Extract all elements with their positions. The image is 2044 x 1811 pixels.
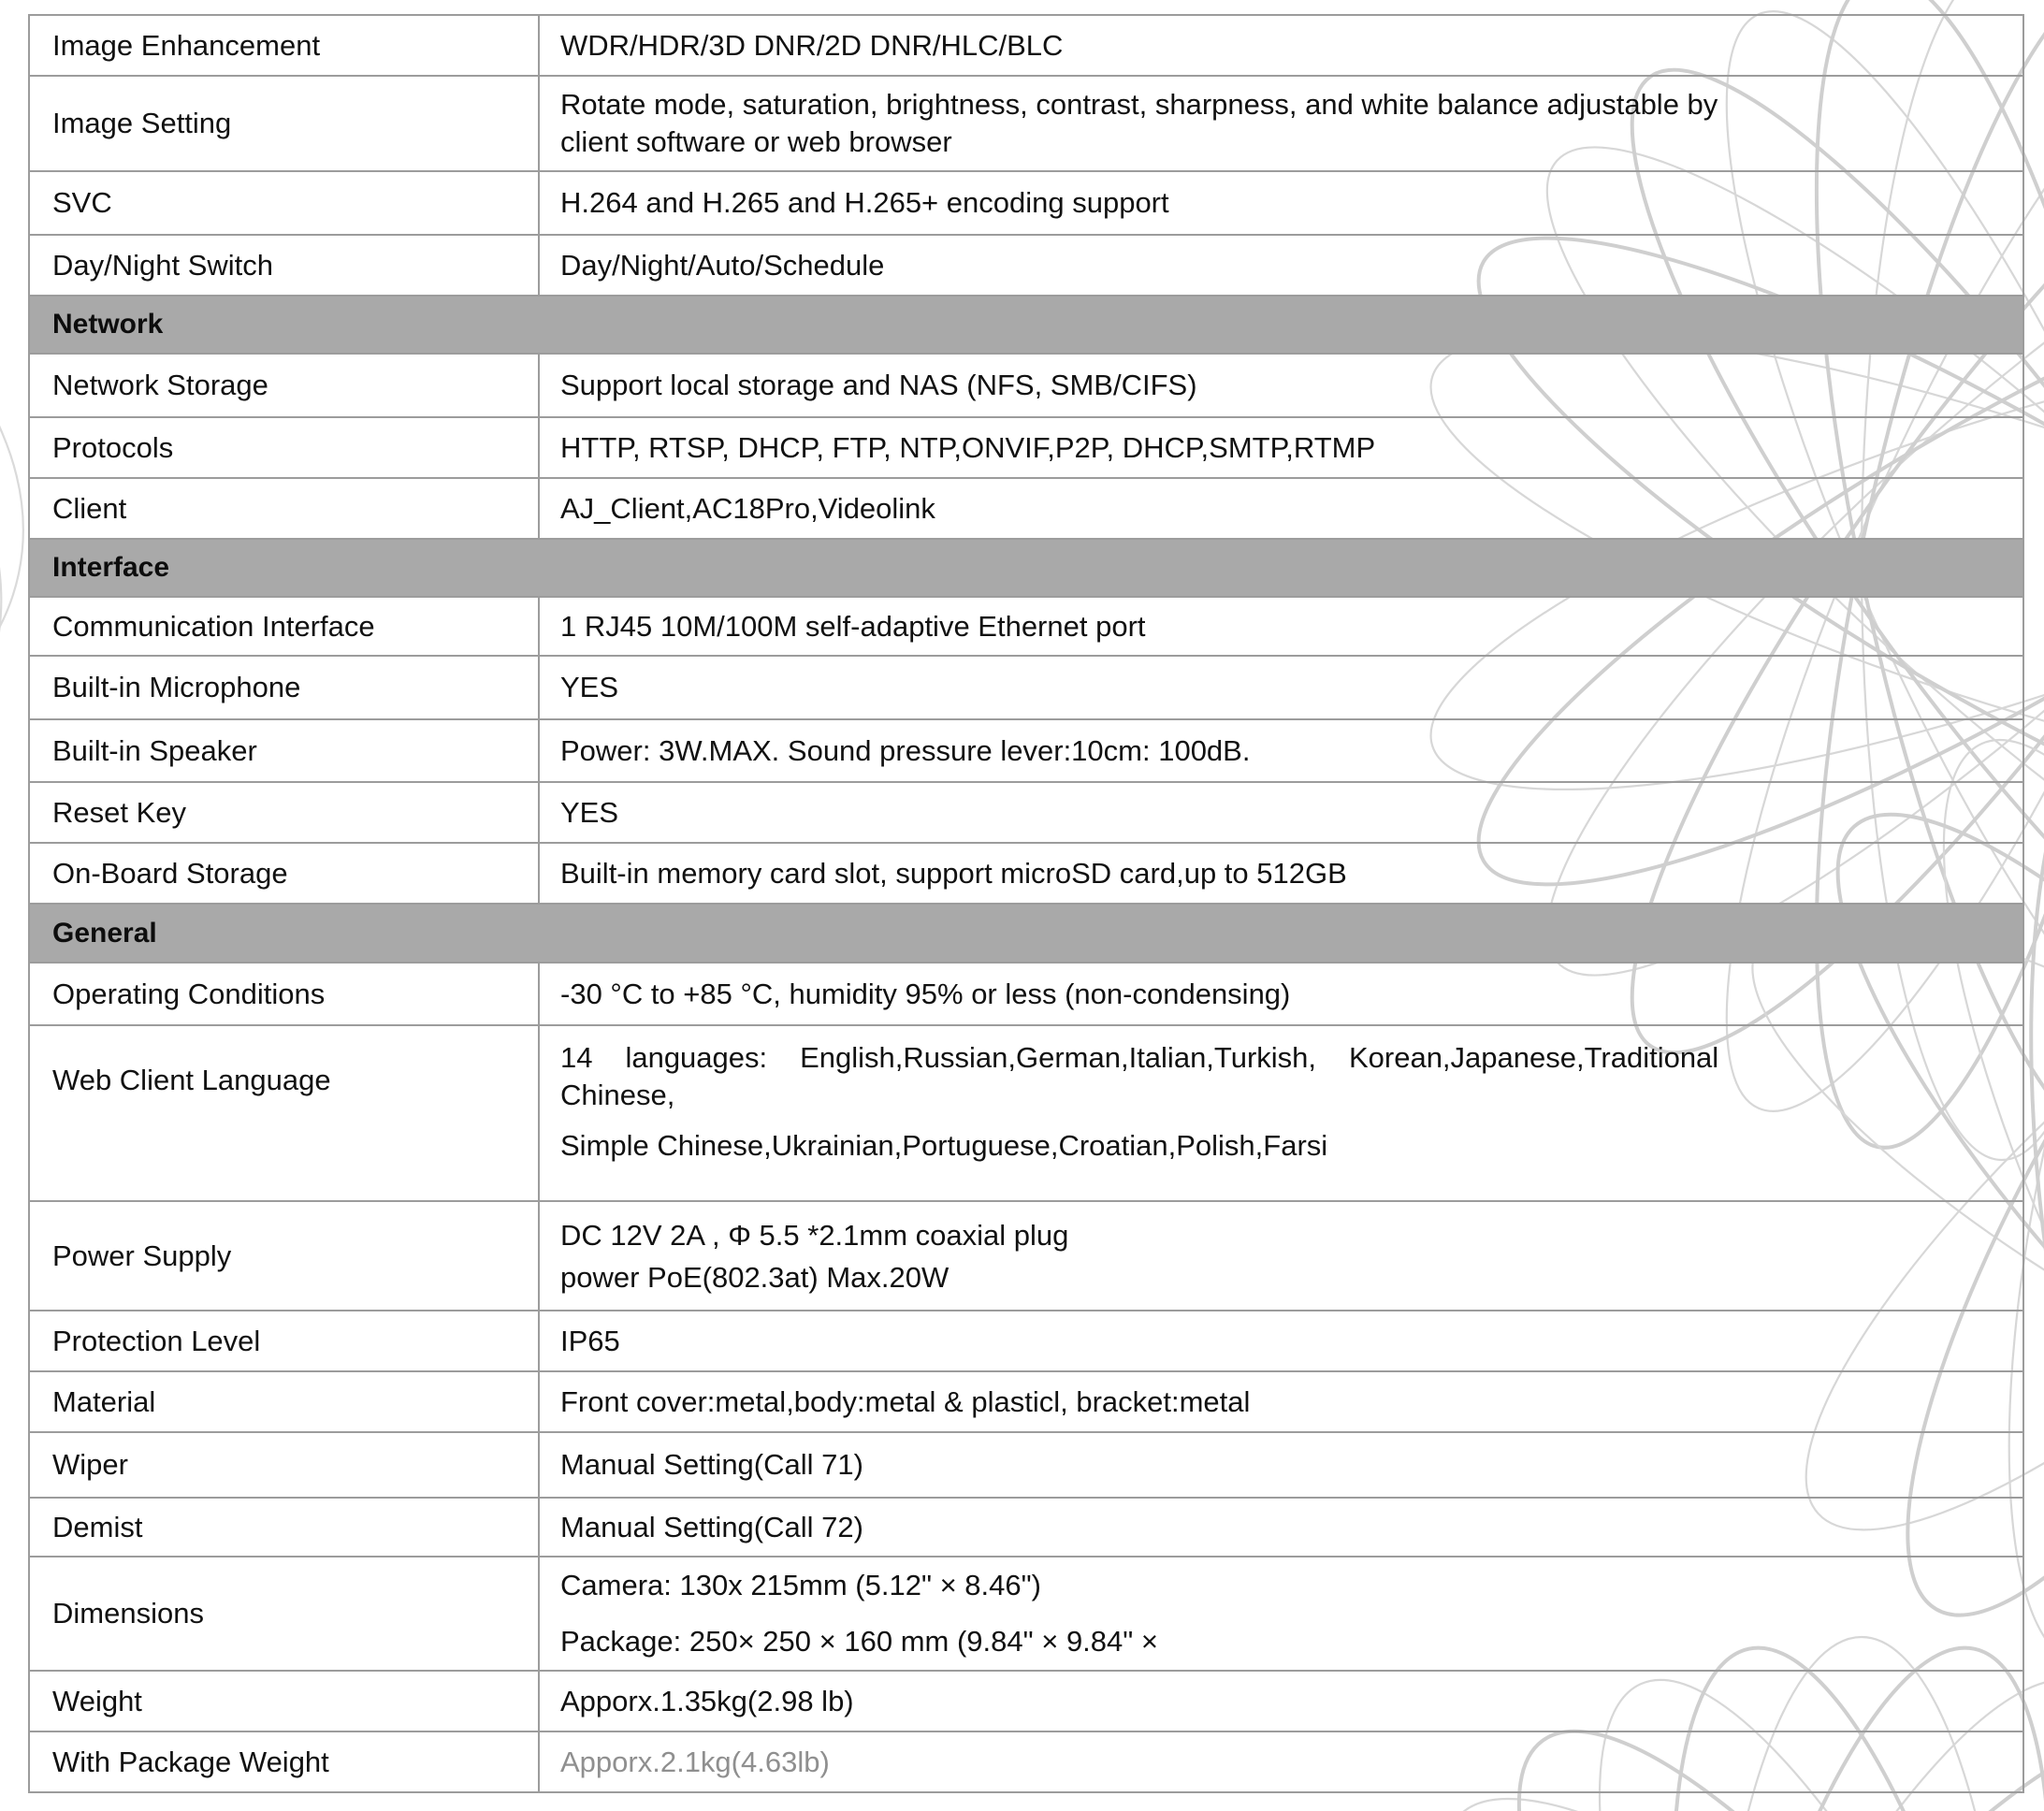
row-value: H.264 and H.265 and H.265+ encoding support (539, 171, 2023, 235)
row-label: Client (29, 478, 539, 539)
row-label: Image Enhancement (29, 15, 539, 76)
row-label: Reset Key (29, 782, 539, 843)
row-value: Day/Night/Auto/Schedule (539, 235, 2023, 296)
row-value (539, 1025, 2023, 1201)
table-row (29, 1371, 2023, 1432)
row-value: WDR/HDR/3D DNR/2D DNR/HLC/BLC (539, 15, 2023, 76)
table-row (29, 15, 2023, 76)
section-row-interface (29, 539, 2023, 597)
row-value: YES (539, 656, 2023, 719)
value-line: Package: 250× 250 × 160 mm (9.84" × 9.84" × (560, 1625, 1158, 1658)
value-line: Chinese, (560, 1079, 675, 1111)
row-value: -30 °C to +85 °C, humidity 95% or less (non-condensing) (539, 963, 2023, 1025)
table-row (29, 417, 2023, 478)
row-value: YES (539, 782, 2023, 843)
row-label: Demist (29, 1498, 539, 1557)
row-label: On-Board Storage (29, 843, 539, 904)
value-line: 14 languages: English,Russian,German,Italian,Turkish, Korean,Japanese,Traditional (560, 1041, 1719, 1074)
row-label: Dimensions (29, 1557, 539, 1671)
row-value: Apporx.1.35kg(2.98 lb) (539, 1671, 2023, 1731)
table-row (29, 782, 2023, 843)
row-label: SVC (29, 171, 539, 235)
section-label: General (29, 904, 2023, 963)
row-label: Communication Interface (29, 597, 539, 656)
table-row (29, 235, 2023, 296)
section-label: Interface (29, 539, 2023, 597)
row-label: Built-in Speaker (29, 719, 539, 782)
section-row-network (29, 296, 2023, 354)
row-label: Wiper (29, 1432, 539, 1498)
section-label: Network (29, 296, 2023, 354)
row-label: With Package Weight (29, 1731, 539, 1792)
row-value: IP65 (539, 1311, 2023, 1371)
table-row (29, 656, 2023, 719)
row-label: Protocols (29, 417, 539, 478)
row-value: Manual Setting(Call 71) (539, 1432, 2023, 1498)
value-line: power PoE(802.3at) Max.20W (560, 1260, 950, 1294)
value-line: client software or web browser (560, 125, 952, 158)
table-row (29, 1731, 2023, 1792)
table-row (29, 843, 2023, 904)
row-value: Power: 3W.MAX. Sound pressure lever:10cm: 100dB. (539, 719, 2023, 782)
row-label: Web Client Language (29, 1025, 539, 1201)
table-row (29, 76, 2023, 171)
row-label: Material (29, 1371, 539, 1432)
table-row (29, 719, 2023, 782)
table-row (29, 354, 2023, 417)
value-line: Simple Chinese,Ukrainian,Portuguese,Croatian,Polish,Farsi (560, 1129, 1328, 1162)
row-value: HTTP, RTSP, DHCP, FTP, NTP,ONVIF,P2P, DHCP,SMTP,RTMP (539, 417, 2023, 478)
row-label: Power Supply (29, 1201, 539, 1311)
table-row (29, 1557, 2023, 1671)
row-value: 1 RJ45 10M/100M self-adaptive Ethernet port (539, 597, 2023, 656)
section-row-general (29, 904, 2023, 963)
table-row (29, 1201, 2023, 1311)
value-line: Camera: 130x 215mm (5.12" × 8.46") (560, 1569, 1041, 1601)
table-row (29, 478, 2023, 539)
row-label: Weight (29, 1671, 539, 1731)
row-value (539, 1201, 2023, 1311)
row-label: Image Setting (29, 76, 539, 171)
row-label: Protection Level (29, 1311, 539, 1371)
row-value: Manual Setting(Call 72) (539, 1498, 2023, 1557)
row-label: Built-in Microphone (29, 656, 539, 719)
row-value-muted: Apporx.2.1kg(4.63lb) (539, 1731, 2023, 1792)
row-label: Day/Night Switch (29, 235, 539, 296)
row-value (539, 76, 2023, 171)
table-row (29, 1025, 2023, 1201)
row-value: Support local storage and NAS (NFS, SMB/CIFS) (539, 354, 2023, 417)
table-row (29, 963, 2023, 1025)
row-value: AJ_Client,AC18Pro,Videolink (539, 478, 2023, 539)
table-row (29, 597, 2023, 656)
value-line: DC 12V 2A , Φ 5.5 *2.1mm coaxial plug (560, 1218, 1069, 1252)
table-row (29, 171, 2023, 235)
spec-table (28, 14, 2024, 1793)
table-row (29, 1432, 2023, 1498)
table-row (29, 1671, 2023, 1731)
table-row (29, 1498, 2023, 1557)
table-row (29, 1311, 2023, 1371)
value-line: Rotate mode, saturation, brightness, contrast, sharpness, and white balance adjustable by (560, 88, 1718, 121)
row-label: Network Storage (29, 354, 539, 417)
row-value (539, 1557, 2023, 1671)
row-value: Front cover:metal,body:metal & plasticl, bracket:metal (539, 1371, 2023, 1432)
row-label: Operating Conditions (29, 963, 539, 1025)
row-value: Built-in memory card slot, support microSD card,up to 512GB (539, 843, 2023, 904)
